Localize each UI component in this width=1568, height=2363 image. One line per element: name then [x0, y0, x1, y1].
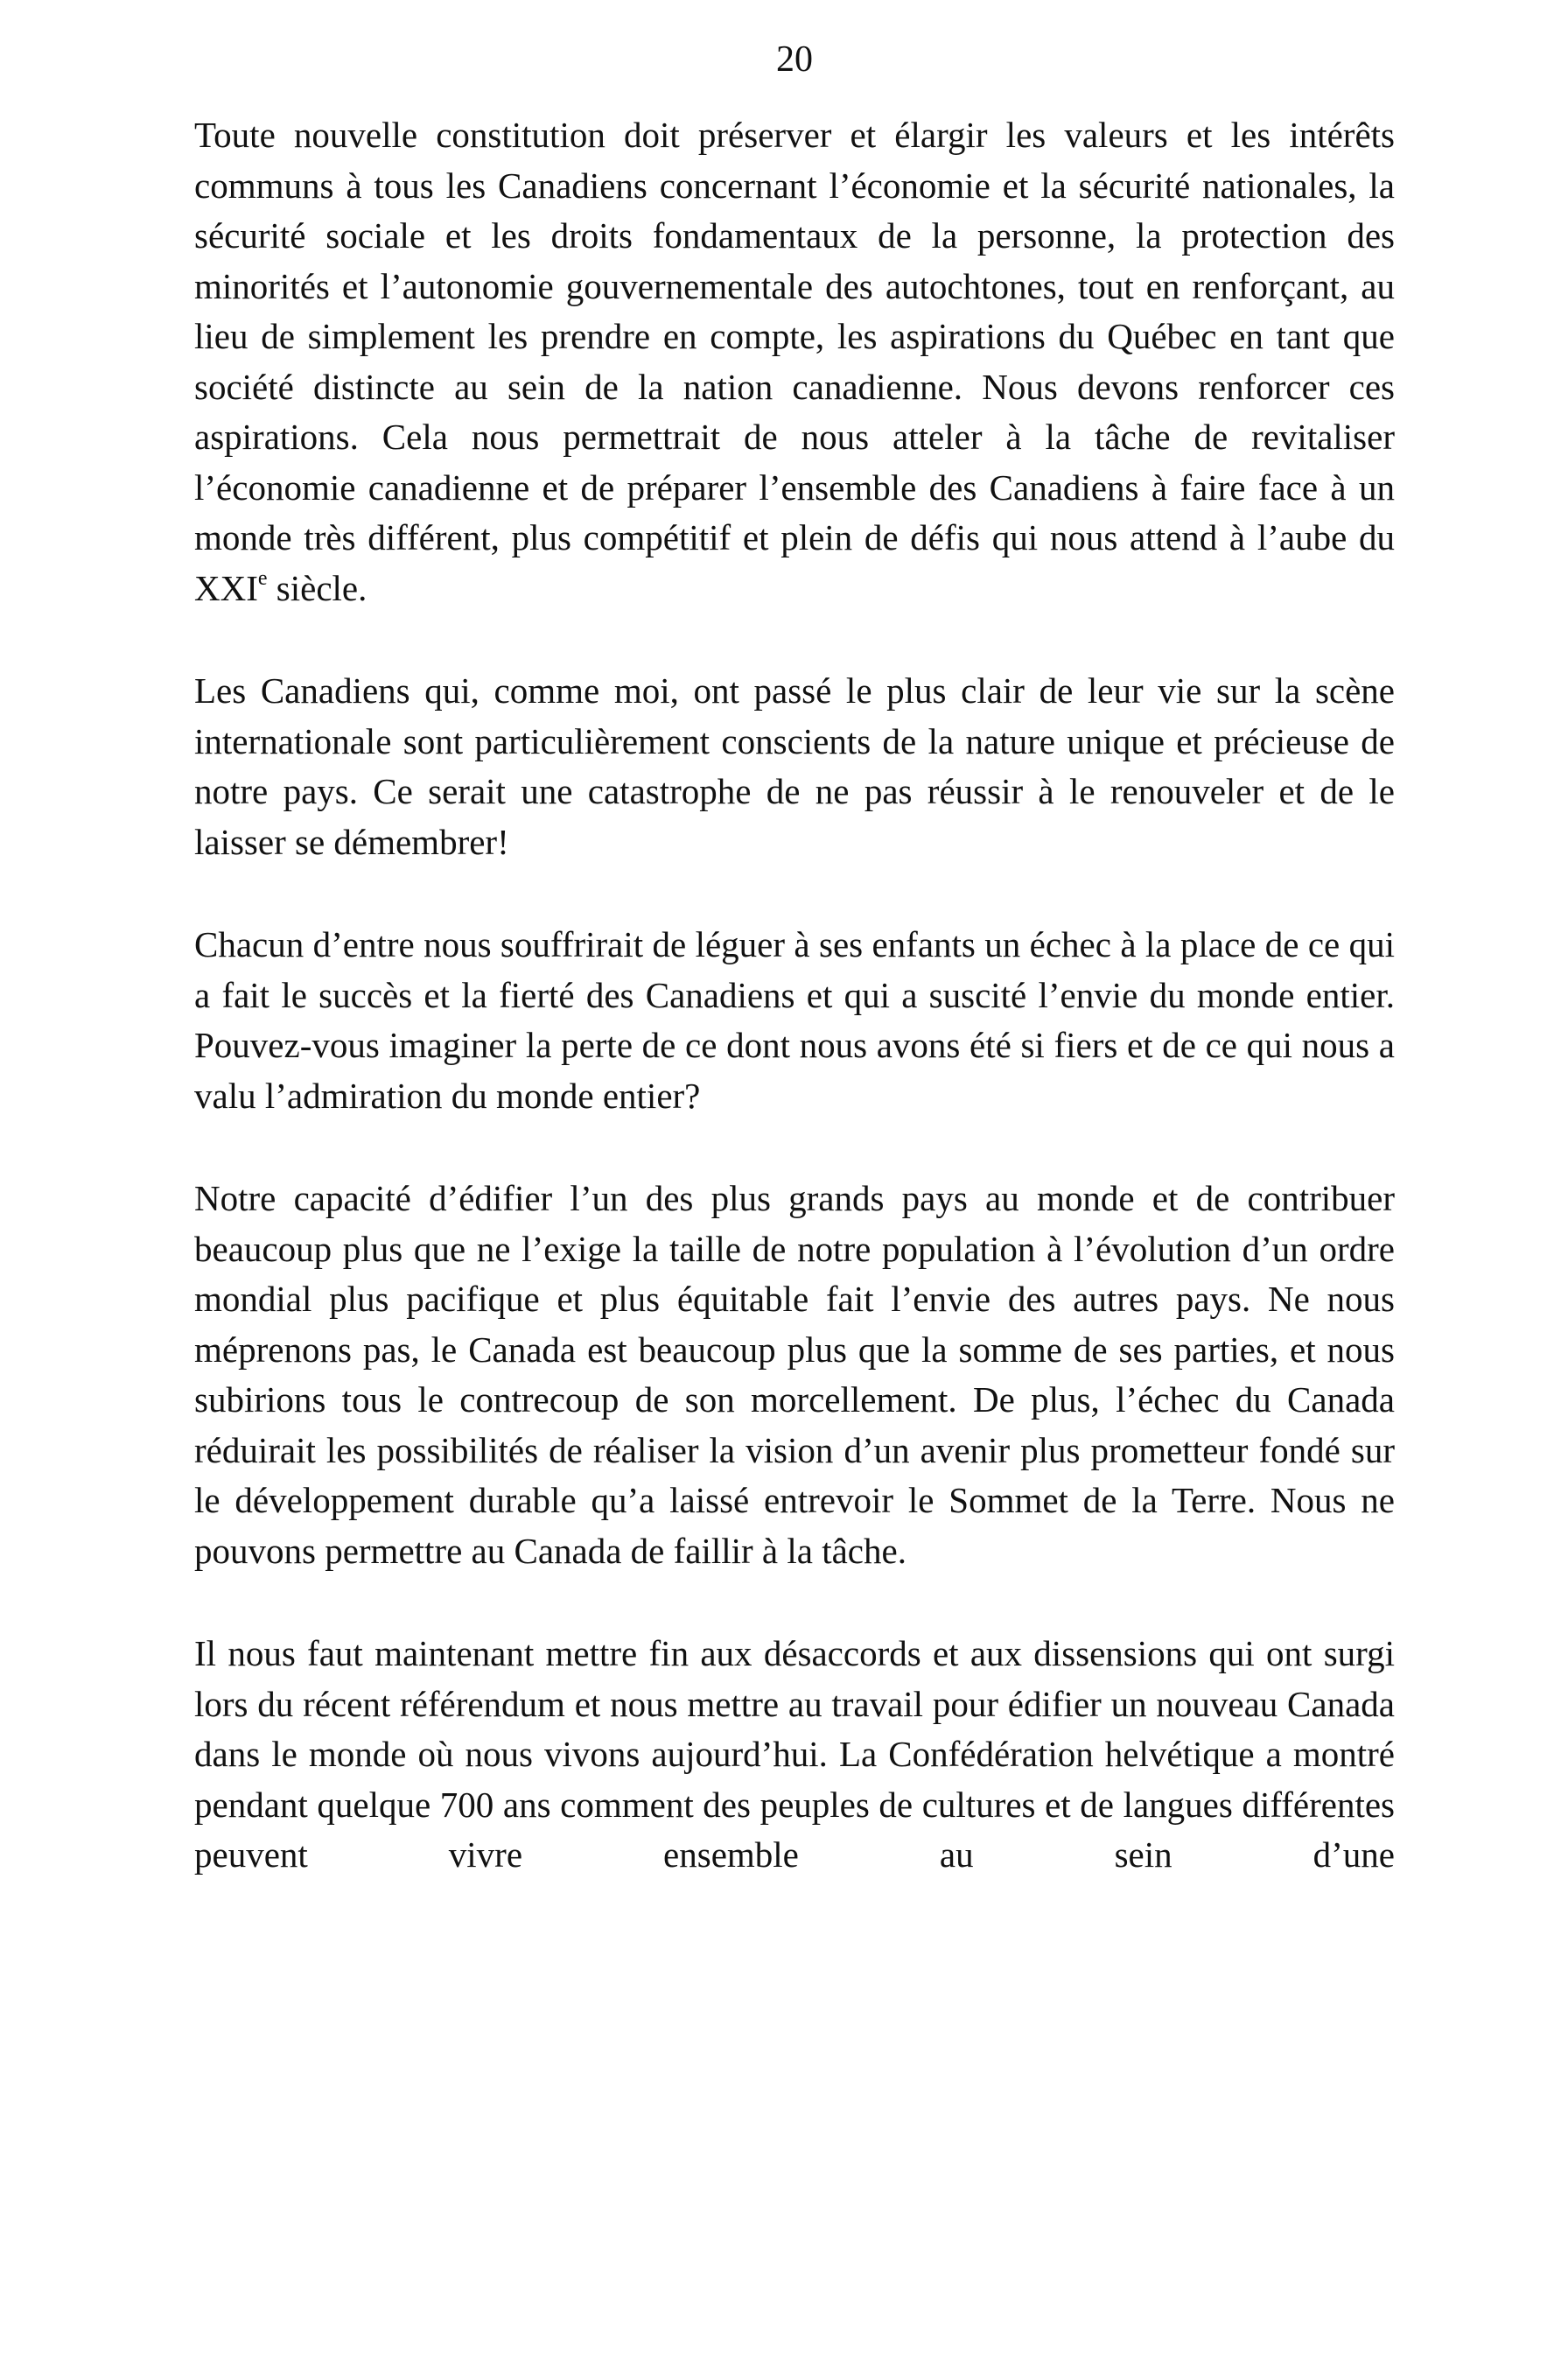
century-superscript: e	[257, 566, 268, 590]
paragraph-3: Chacun d’entre nous souffrirait de léguer à ses enfants un échec à la place de ce qui a fait le succès et la fierté des Canadiens et qui a suscité l’envie du monde entier. Pouvez-vous imaginer la perte de ce dont nous avons été si fiers et de ce qui nous a valu l’admiration du monde entier?	[194, 924, 1395, 1116]
paragraph-5: Il nous faut maintenant mettre fin aux désaccords et aux dissensions qui ont surgi lors du récent référendum et nous mettre au travail pour édifier un nouveau Canada dans le monde où nous vivons aujourd’hui. La Confédération helvétique a montré pendant quelque 700 ans comment des peuples de cultures et de langues différentes peuvent vivre ensemble au sein d’une	[194, 1633, 1395, 1875]
document-body	[194, 110, 1395, 1881]
paragraph-2: Les Canadiens qui, comme moi, ont passé le plus clair de leur vie sur la scène internationale sont particulièrement conscients de la nature unique et précieuse de notre pays. Ce serait une catastrophe de ne pas réussir à le renouveler et de le laisser se démembrer!	[194, 670, 1395, 862]
paragraph-1-end: siècle.	[267, 567, 368, 608]
paragraph-4: Notre capacité d’édifier l’un des plus grands pays au monde et de contribuer beaucoup plus que ne l’exige la taille de notre population à l’évolution d’un ordre mondial plus pacifique et plus équitable fait l’envie des autres pays. Ne nous méprenons pas, le Canada est beaucoup plus que la somme de ses parties, et nous subirions tous le contrecoup de son morcellement. De plus, l’échec du Canada réduirait les possibilités de réaliser la vision d’un avenir plus prometteur fondé sur le développement durable qu’a laissé entrevoir le Sommet de la Terre. Nous ne pouvons permettre au Canada de faillir à la tâche.	[194, 1178, 1395, 1571]
paragraph-1	[194, 110, 1395, 614]
page-number: 20	[776, 39, 813, 80]
paragraph-1-text: Toute nouvelle constitution doit préserver et élargir les valeurs et les intérêts communs à tous les Canadiens concernant l’économie et la sécurité nationales, la sécurité sociale et les droits fondamentaux de la personne, la protection des minorités et l’autonomie gouvernementale des autochtones, tout en renforçant, au lieu de simplement les prendre en compte, les aspirations du Québec en tant que société distincte au sein de la nation canadienne. Nous devons renforcer ces aspirations. Cela nous permettrait de nous atteler à la tâche de revitaliser l’économie canadienne et de préparer l’ensemble des Canadiens à faire face à un monde très différent, plus compétitif et plein de défis qui nous attend à l’aube du XXI	[194, 115, 1395, 608]
